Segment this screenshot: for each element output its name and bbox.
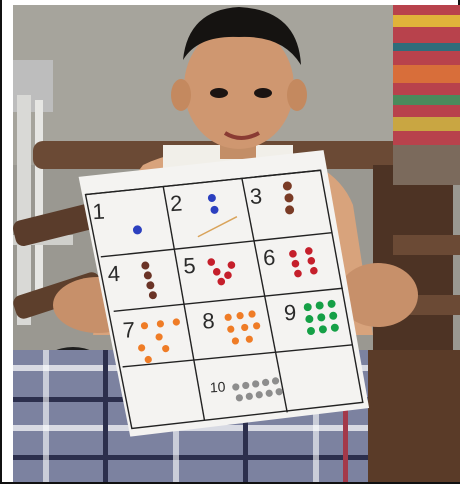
child-face: [184, 25, 294, 149]
cell-2-label: 2: [169, 190, 184, 217]
woven-textile: [393, 5, 460, 185]
photo-illustration: [13, 5, 460, 482]
cell-10-label: 10: [209, 378, 226, 396]
cell-3-label: 3: [249, 183, 263, 209]
cell-4-label: 4: [107, 260, 121, 287]
cell-7-label: 7: [122, 317, 136, 343]
cell-5-label: 5: [182, 252, 197, 279]
cell-8-label: 8: [201, 308, 216, 334]
cell-6-label: 6: [262, 244, 276, 271]
cell-9-label: 9: [283, 299, 297, 326]
cell-1-label: 1: [91, 198, 106, 225]
photo: [13, 5, 460, 482]
